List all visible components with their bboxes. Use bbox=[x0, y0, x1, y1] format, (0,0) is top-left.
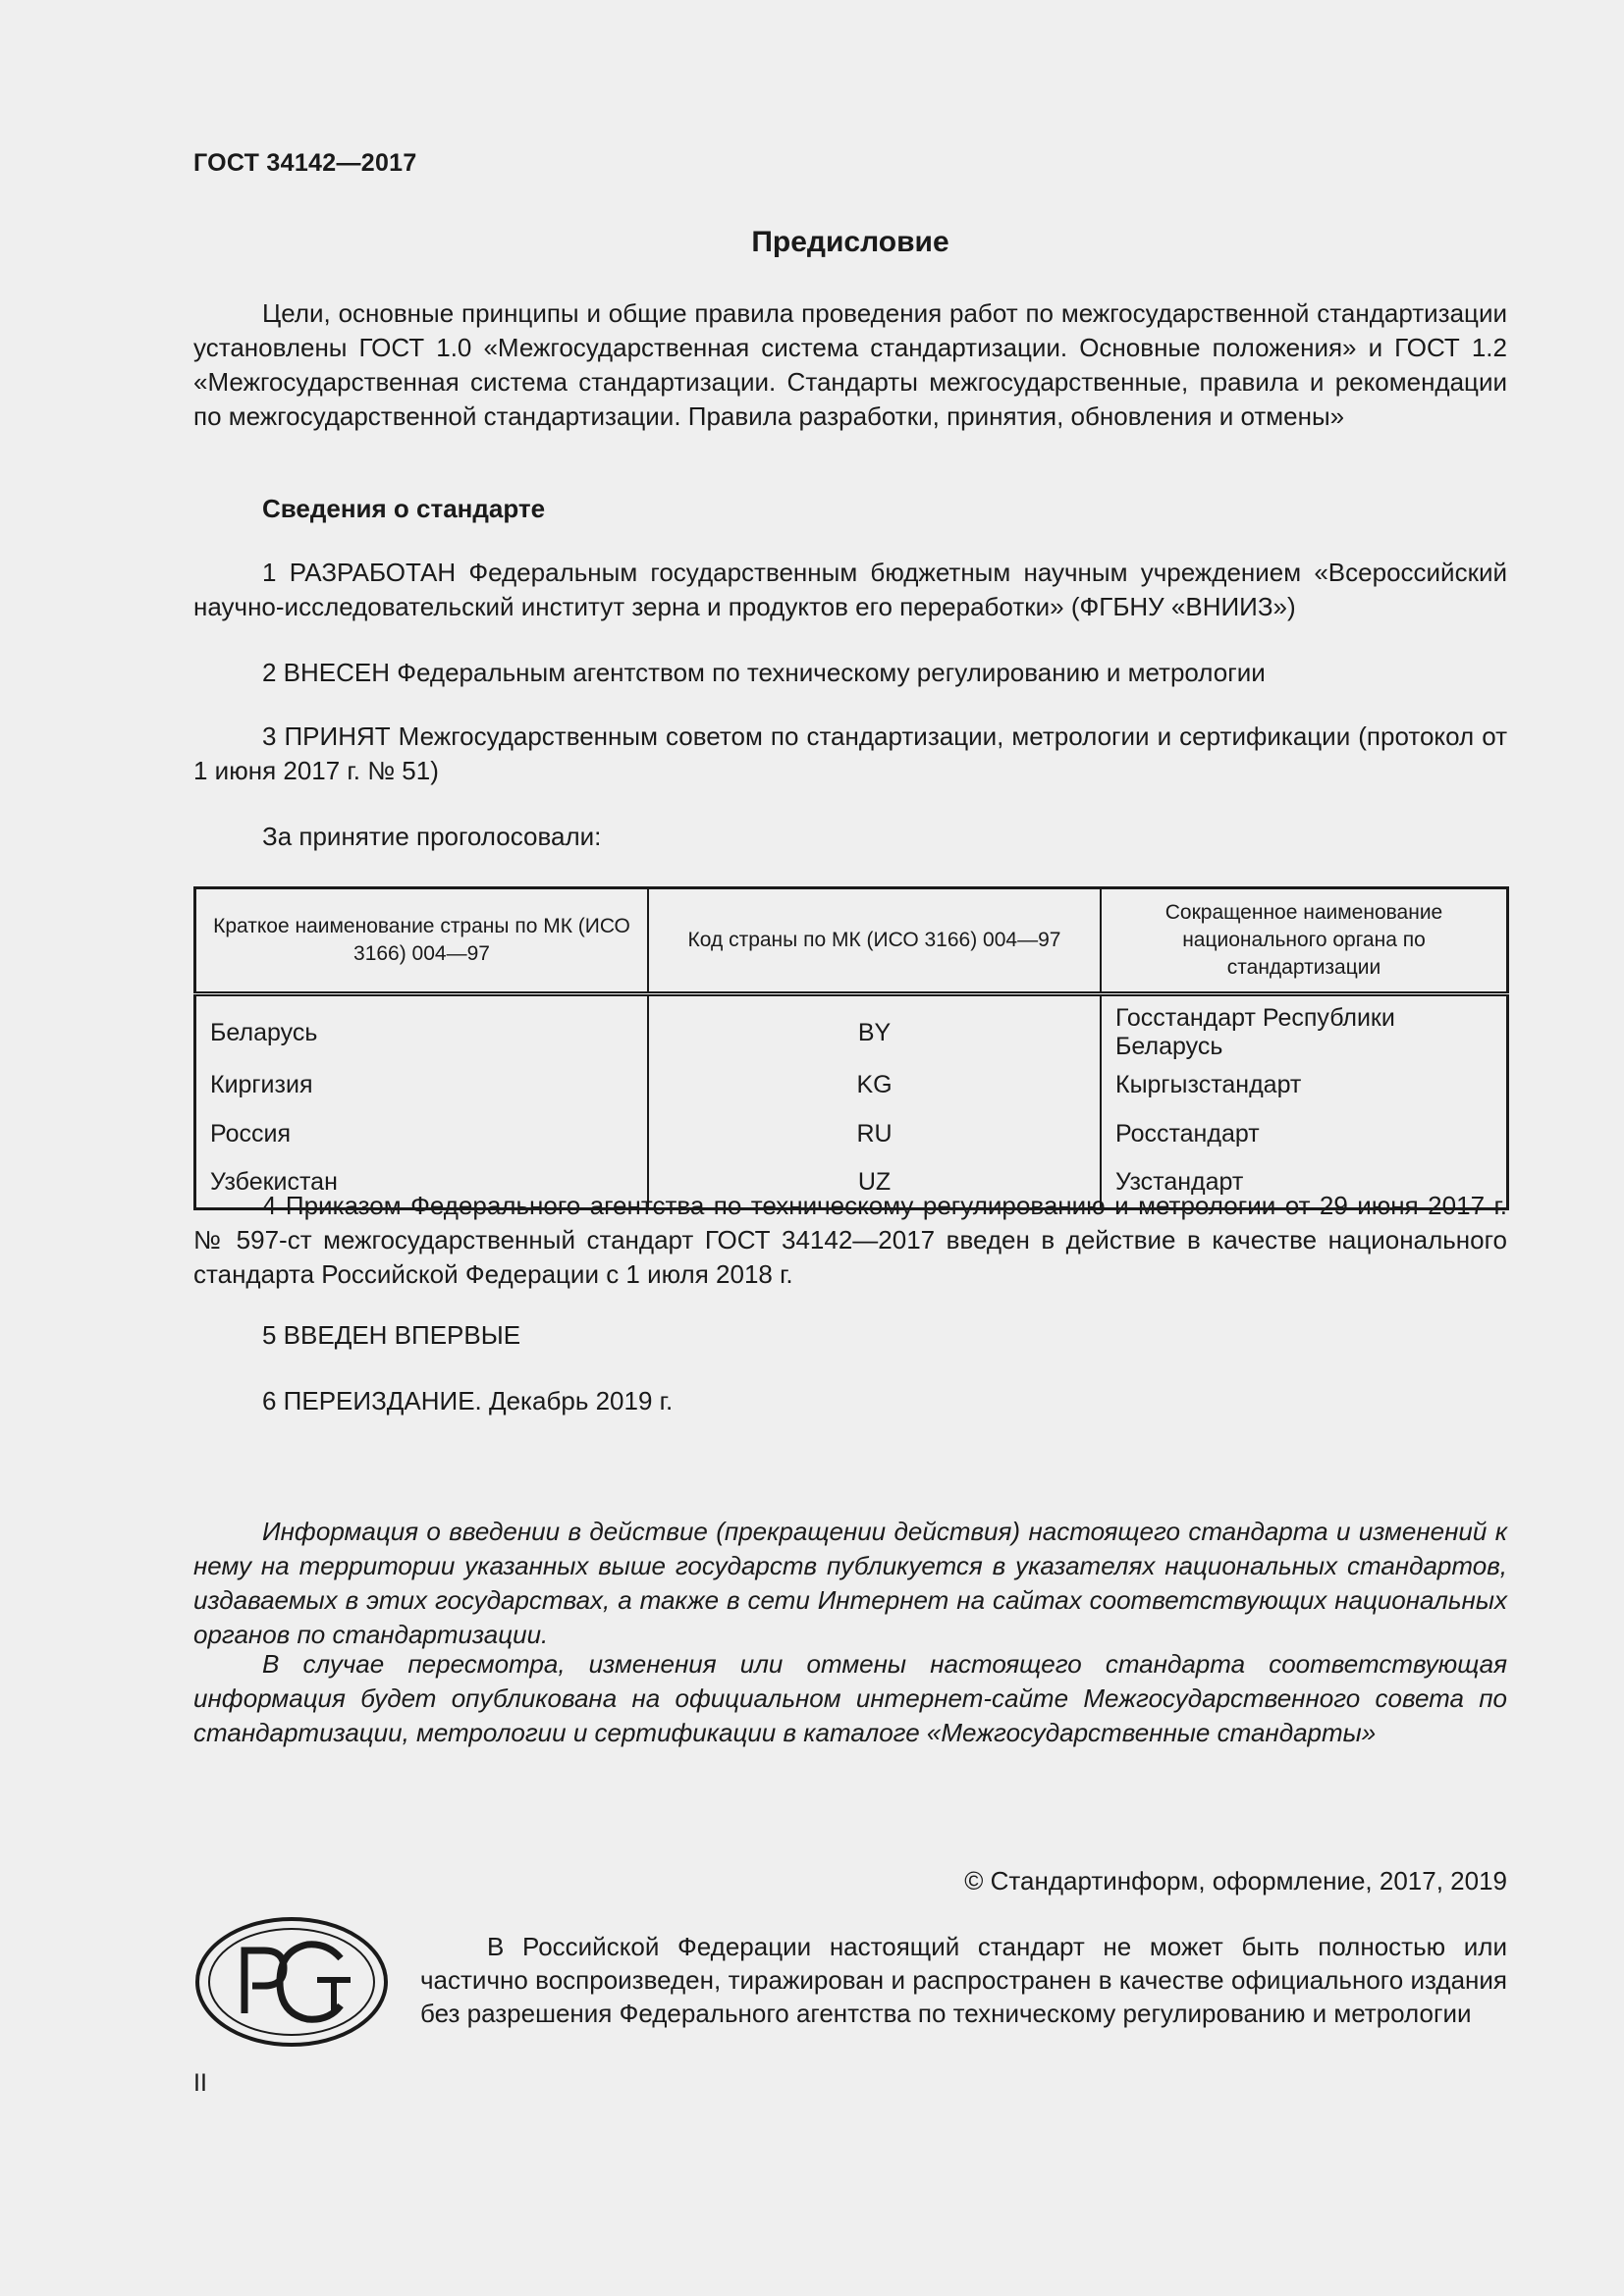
cell-country: Узбекистан bbox=[195, 1158, 649, 1208]
cell-country: Киргизия bbox=[195, 1061, 649, 1110]
cell-agency: Узстандарт bbox=[1115, 1168, 1244, 1197]
voting-caption: За принятие проголосовали: bbox=[262, 822, 602, 851]
notice-paragraph-2: В случае пересмотра, изменения или отмены настоящего стандарта соответствующая информация будет опубликована на официальном интернет-сайте Межгосударственного совета по стандартизации, метрологии и сертификации в каталоге «Межгосударственные стандарты» bbox=[193, 1649, 1507, 1747]
column-header-agency: Сокращенное наименование национального органа по стандартизации bbox=[1101, 888, 1508, 994]
rights-notice: В Российской Федерации настоящий стандарт не может быть полностью или частично воспроизведен, тиражирован и распространен в качестве официального издания без разрешения Федерального агентства по техническому регулированию и метрологии bbox=[420, 1932, 1507, 2028]
cell-agency: Госстандарт Республики Беларусь bbox=[1115, 1004, 1395, 1060]
cell-code: UZ bbox=[648, 1158, 1101, 1208]
table-row bbox=[195, 994, 1508, 1062]
item-developed: 1 РАЗРАБОТАН Федеральным государственным бюджетным научным учреждением «Всероссийский научно-исследовательский институт зерна и продуктов его переработки» (ФГБНУ «ВНИИЗ») bbox=[193, 558, 1507, 621]
section-heading: Сведения о стандарте bbox=[262, 494, 546, 523]
notice-paragraph-1: Информация о введении в действие (прекращении действия) настоящего стандарта и изменений к нему на территории указанных выше государств публикуется в указателях национальных стандартов, издаваемых в этих государствах, а также в сети Интернет на сайтах соответствующих национальных органов по стандартизации. bbox=[193, 1517, 1507, 1649]
item-order: 4 Приказом Федерального агентства по техническому регулированию и метрологии от 29 июня 2017 г. № 597-ст межгосударственный стандарт ГОСТ 34142—2017 введен в действие в качестве национального стандарта Российской Федерации с 1 июля 2018 г. bbox=[193, 1191, 1507, 1289]
cell-code: BY bbox=[648, 994, 1101, 1062]
cell-agency: Кыргызстандарт bbox=[1115, 1071, 1302, 1099]
cell-country: Беларусь bbox=[195, 994, 649, 1062]
page-number: II bbox=[193, 2069, 207, 2097]
gost-r-seal-icon bbox=[193, 1915, 390, 2049]
column-header-country: Краткое наименование страны по МК (ИСО 3166) 004—97 bbox=[195, 888, 649, 994]
document-code: ГОСТ 34142—2017 bbox=[193, 149, 417, 177]
intro-paragraph: Цели, основные принципы и общие правила проведения работ по межгосударственной стандартизации установлены ГОСТ 1.0 «Межгосударственная система стандартизации. Основные положения» и ГОСТ 1.2 «Межгосударственная система стандартизации. Стандарты межгосударственные, правила и рекомендации по межгосударственной стандартизации. Правила разработки, принятия, обновления и отмены» bbox=[193, 298, 1507, 431]
item-adopted: 3 ПРИНЯТ Межгосударственным советом по стандартизации, метрологии и сертификации (протокол от 1 июня 2017 г. № 51) bbox=[193, 721, 1507, 785]
cell-agency: Росстандарт bbox=[1115, 1119, 1260, 1148]
copyright-line: © Стандартинформ, оформление, 2017, 2019 bbox=[964, 1866, 1507, 1896]
cell-code: RU bbox=[648, 1110, 1101, 1159]
table-row bbox=[195, 1110, 1508, 1159]
item-submitted: 2 ВНЕСЕН Федеральным агентством по техническому регулированию и метрологии bbox=[262, 658, 1266, 687]
cell-code: KG bbox=[648, 1061, 1101, 1110]
table-row bbox=[195, 1061, 1508, 1110]
page-title: Предисловие bbox=[751, 226, 949, 258]
item-first-introduced: 5 ВВЕДЕН ВПЕРВЫЕ bbox=[262, 1320, 521, 1350]
voting-table bbox=[193, 886, 1509, 1210]
table-header-row bbox=[195, 888, 1508, 994]
column-header-code: Код страны по МК (ИСО 3166) 004—97 bbox=[648, 888, 1101, 994]
cell-country: Россия bbox=[195, 1110, 649, 1159]
item-reissue: 6 ПЕРЕИЗДАНИЕ. Декабрь 2019 г. bbox=[262, 1386, 674, 1415]
